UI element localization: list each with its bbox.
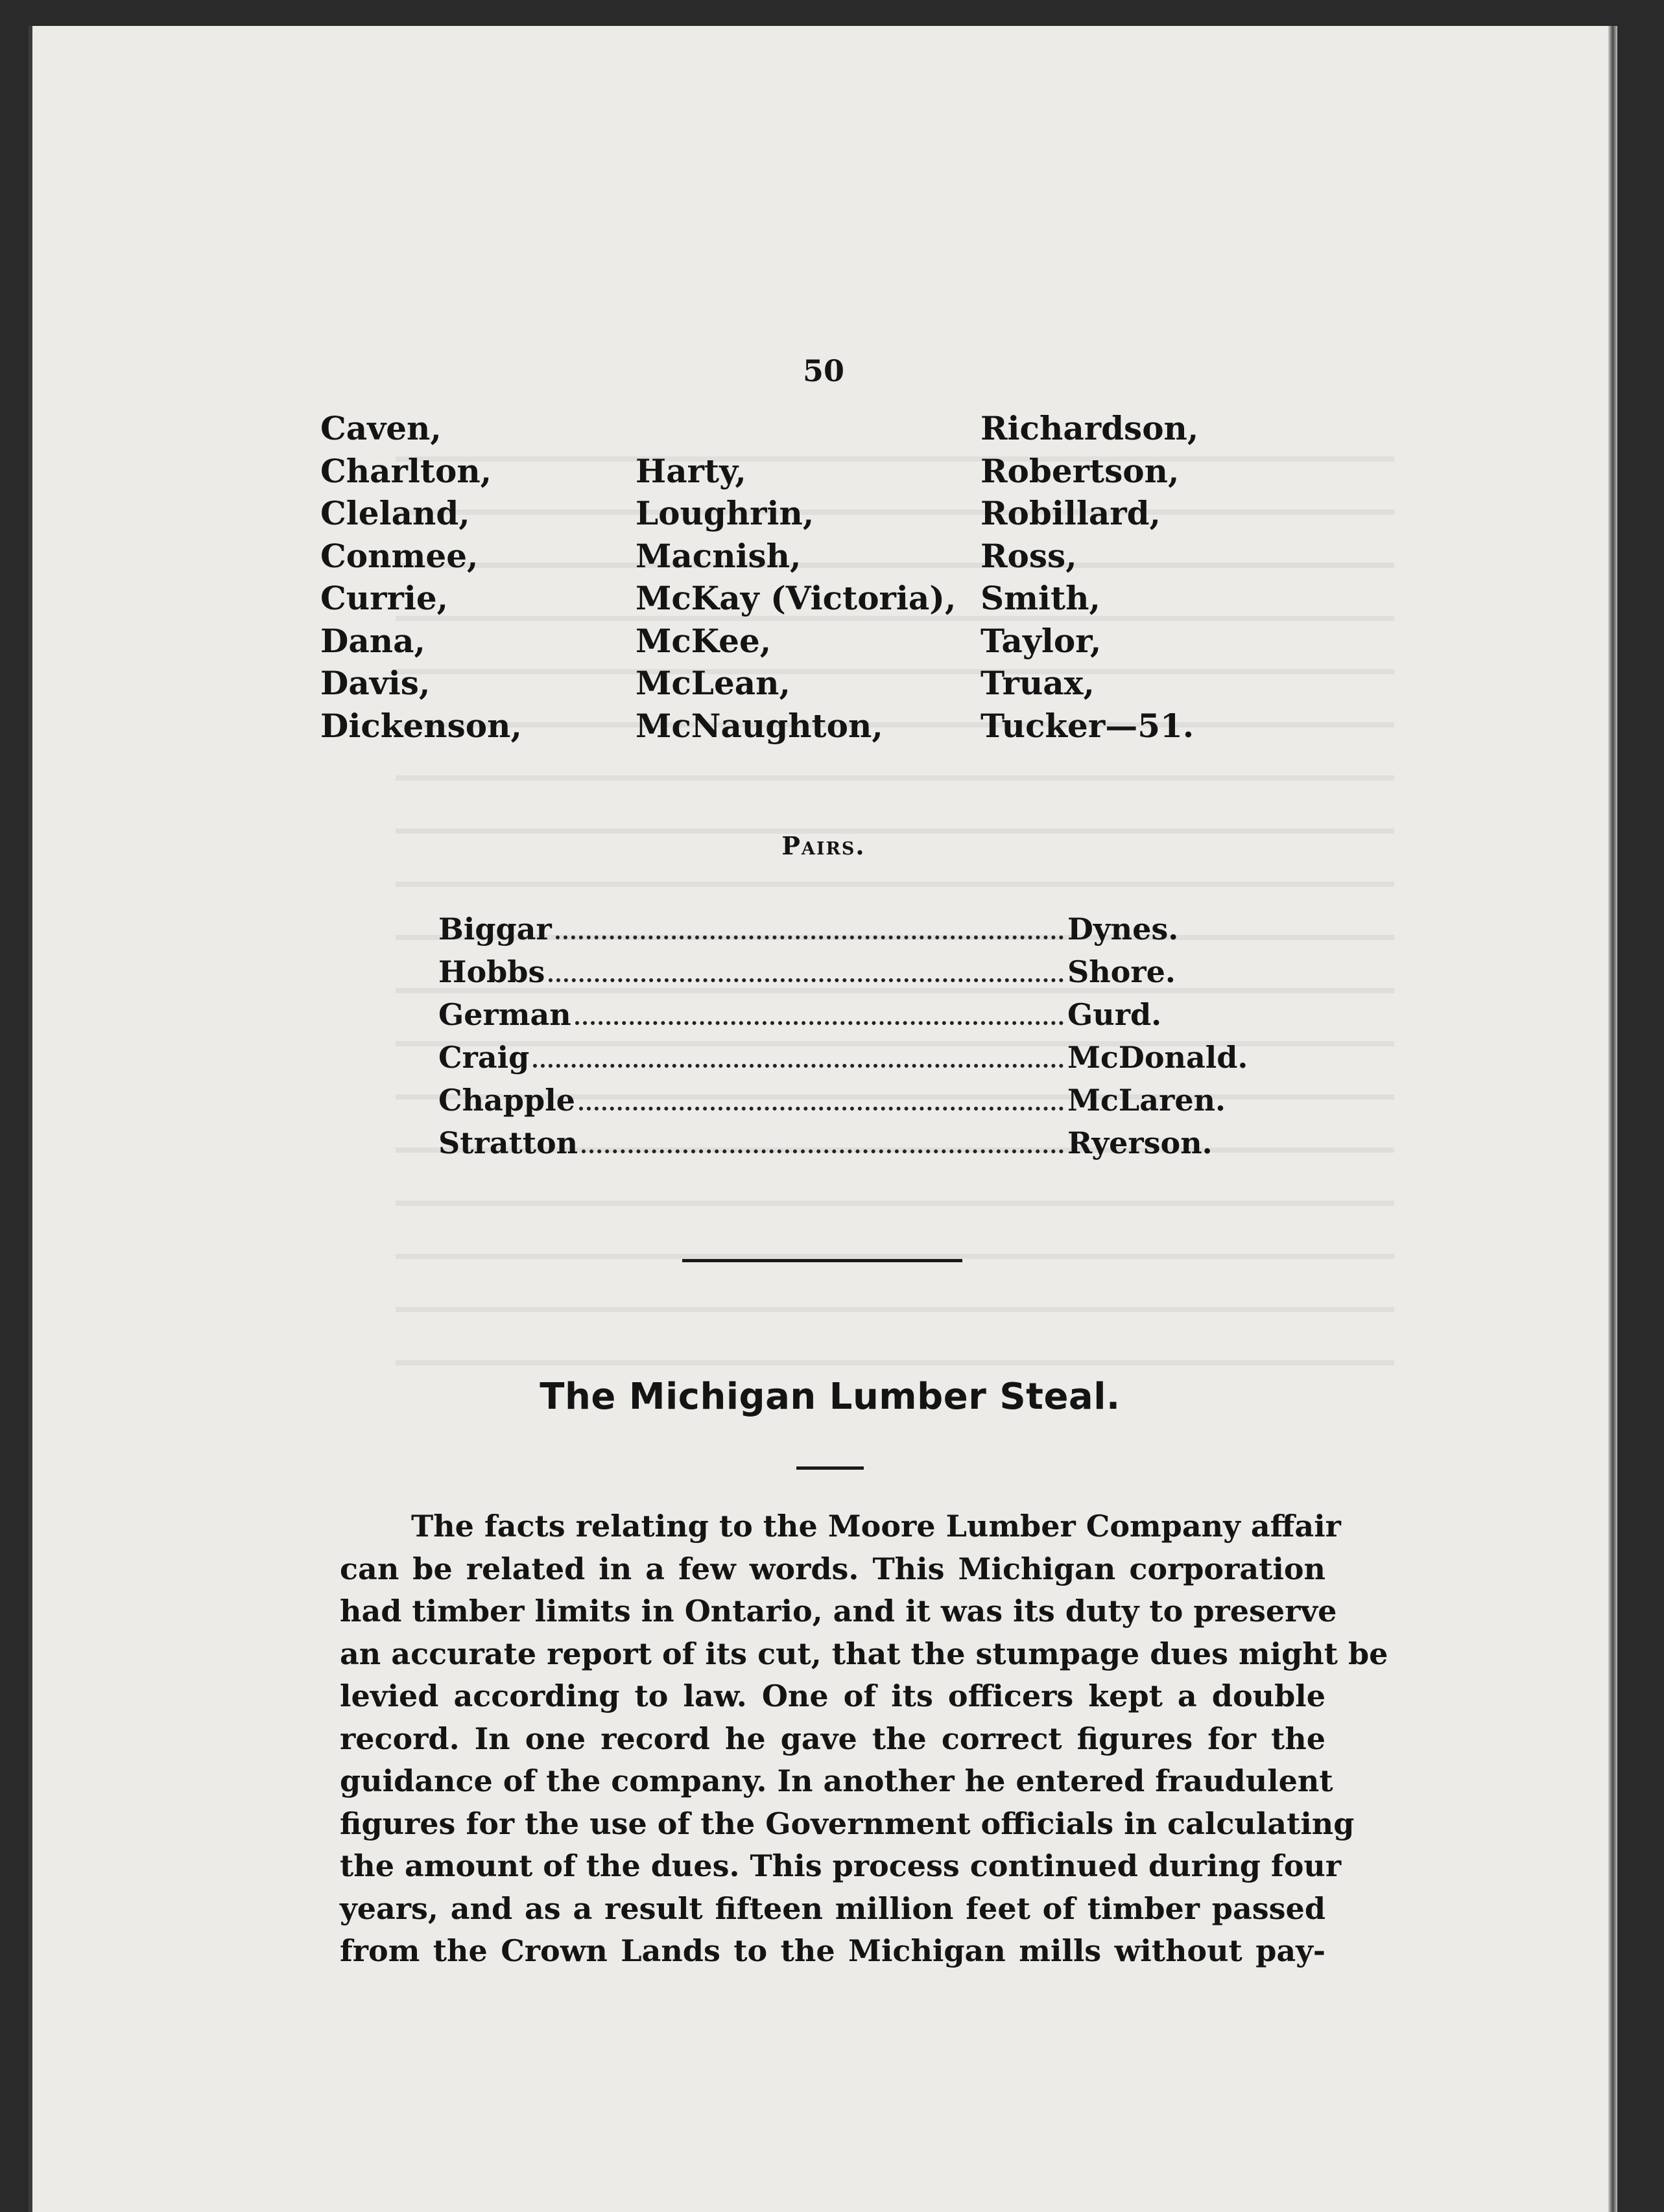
name-entry: McNaughton, [636,706,883,745]
pair-left: Craig [438,1040,530,1075]
name-entry: Dana, [320,621,425,660]
leader-dots [556,935,1064,939]
name-entry: Loughrin, [636,494,814,532]
name-entry [636,407,956,450]
pair-right: Shore. [1067,954,1176,989]
leader-dots [582,1149,1064,1153]
name-entry: Smith, [981,579,1100,617]
name-entry: Charlton, [320,451,492,490]
pair-right: McDonald. [1067,1040,1248,1075]
name-entry: Currie, [320,579,449,617]
name-entry: Caven, [320,409,442,447]
pair-left: Chapple [438,1083,575,1118]
pair-right: Gurd. [1067,997,1162,1032]
pair-right: McLaren. [1067,1083,1226,1118]
name-entry: McKay (Victoria), [636,579,957,617]
pair-left: Stratton [438,1125,578,1160]
article-body [340,1505,1388,1973]
body-line: from the Crown Lands to the Michigan mills without pay- [340,1933,1325,1968]
pairs-heading: Pairs. [781,831,866,860]
name-entry: Harty, [636,451,746,490]
leader-dots [533,1064,1064,1068]
name-entry: Robillard, [981,494,1161,532]
body-line: an accurate report of its cut, that the stumpage dues might be [340,1636,1388,1671]
names-column-3 [981,407,1198,747]
leader-dots [579,1107,1064,1111]
pair-left: German [438,997,571,1032]
body-line: guidance of the company. In another he entered fraudulent [340,1763,1333,1798]
pair-row [438,1079,1255,1122]
name-entry: Richardson, [981,409,1199,447]
name-entry: McLean, [636,664,790,702]
pair-row [438,950,1255,993]
name-entry: Davis, [320,664,431,702]
title-underline [796,1466,864,1470]
name-entry: Conmee, [320,536,479,575]
name-entry: Robertson, [981,451,1180,490]
pair-row [438,1036,1255,1079]
pair-left: Hobbs [438,954,545,989]
body-line: the amount of the dues. This process continued during four [340,1848,1342,1883]
body-line: figures for the use of the Government officials in calculating [340,1806,1355,1841]
name-entry: McKee, [636,621,772,660]
leader-dots [549,978,1064,982]
names-column-2 [636,407,956,747]
body-line: years, and as a result fifteen million feet of timber passed [340,1890,1325,1926]
pair-left: Biggar [438,912,552,947]
body-line: had timber limits in Ontario, and it was its duty to preserve [340,1594,1337,1629]
name-entry: Tucker—51. [981,706,1195,745]
article-title: The Michigan Lumber Steal. [540,1376,1121,1418]
name-entry: Taylor, [981,621,1102,660]
name-entry: Cleland, [320,494,470,532]
name-entry: Dickenson, [320,706,522,745]
body-line: can be related in a few words. This Michigan corporation [340,1551,1325,1586]
body-line: levied according to law. One of its officers kept a double [340,1678,1325,1713]
section-divider [682,1259,962,1262]
pair-row [438,993,1255,1036]
name-entry: Truax, [981,664,1095,702]
pair-row [438,1122,1255,1164]
name-entry: Ross, [981,536,1077,575]
pair-right: Dynes. [1067,912,1179,947]
names-column-1 [320,407,522,747]
pair-row [438,908,1255,950]
pairs-list [438,908,1255,1164]
page-edge-shadow [1608,26,1617,2212]
body-line: record. In one record he gave the correct figures for the [340,1721,1325,1756]
leader-dots [575,1021,1064,1025]
pair-right: Ryerson. [1067,1125,1213,1160]
page-number: 50 [802,353,844,388]
body-line: The facts relating to the Moore Lumber Company affair [411,1509,1341,1544]
name-entry: Macnish, [636,536,802,575]
